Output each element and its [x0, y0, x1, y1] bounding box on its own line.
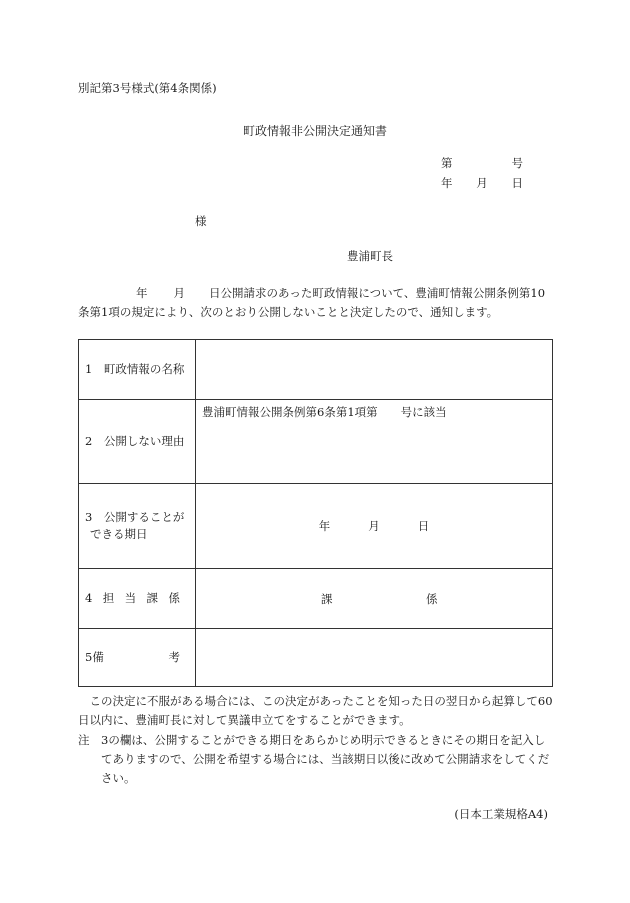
paper-standard: (日本工業規格A4): [454, 807, 548, 821]
table-row: [79, 400, 553, 484]
form-id: 別記第3号様式(第4条関係): [78, 81, 217, 95]
number-prefix: 第: [441, 156, 453, 170]
row3-date-month: 月: [368, 519, 380, 533]
number-suffix: 号: [511, 156, 523, 170]
row2-content: [196, 400, 553, 484]
table-row: [79, 629, 553, 687]
row3-label-line1: 3 公開することが: [85, 510, 185, 524]
body-month: 月: [173, 286, 185, 300]
section-label: 課: [321, 592, 333, 606]
date-month: 月: [476, 176, 488, 190]
row5-label-char: 備: [92, 650, 104, 664]
row1-label: 1 町政情報の名称: [79, 340, 196, 400]
row5-label: [79, 629, 196, 687]
row4-label-char: 係: [168, 591, 180, 605]
document-number-line: [441, 155, 523, 171]
row3-label-line2: できる期日: [90, 527, 148, 541]
date-day: 日: [511, 176, 523, 190]
note-3: 注 3の欄は、公開することができる期日をあらかじめ明示できるときにその期日を記入してありますので、公開を希望する場合には、当該期日以後に改めて公開請求をしてください。: [78, 733, 550, 785]
row3-date-day: 日: [417, 519, 430, 533]
row3-content: [196, 484, 553, 569]
table-row: [79, 569, 553, 629]
row2-label: 2 公開しない理由: [79, 400, 196, 484]
row4-label-num: 4: [85, 591, 93, 605]
row4-label-char: 課: [146, 591, 159, 605]
date-year: 年: [441, 176, 453, 190]
document-title: 町政情報非公開決定通知書: [242, 124, 387, 138]
row3-date-year: 年: [318, 519, 331, 533]
row1-content: [196, 340, 553, 400]
body-text: 日公開請求のあった町政情報について、豊浦町情報公開条例第10条第1項の規定により、次のとおり公開しないことと決定したので、通知します。: [78, 286, 546, 319]
document-date-line: [441, 175, 523, 191]
table-row: [79, 484, 553, 569]
subsection-label: 係: [426, 592, 438, 606]
recipient-suffix: 様: [195, 214, 207, 228]
body-paragraph: [78, 284, 553, 322]
row3-label: [79, 484, 196, 569]
objection-notice: この決定に不服がある場合には、この決定があったことを知った日の翌日から起算して60日以内に、豊浦町長に対して異議申立てをすることができます。: [78, 694, 553, 727]
row4-content: [196, 569, 553, 629]
form-table: [78, 339, 553, 687]
reason-text: 豊浦町情報公開条例第6条第1項第 号に該当: [202, 405, 447, 419]
sender-name: 豊浦町長: [347, 249, 393, 263]
row4-label: [79, 569, 196, 629]
row4-label-char: 担: [102, 591, 115, 605]
body-year: 年: [136, 286, 148, 300]
row4-label-char: 当: [124, 591, 137, 605]
table-row: [79, 340, 553, 400]
row5-label-char: 考: [168, 650, 180, 664]
row5-label-num: 5: [85, 650, 93, 664]
row5-content: [196, 629, 553, 687]
